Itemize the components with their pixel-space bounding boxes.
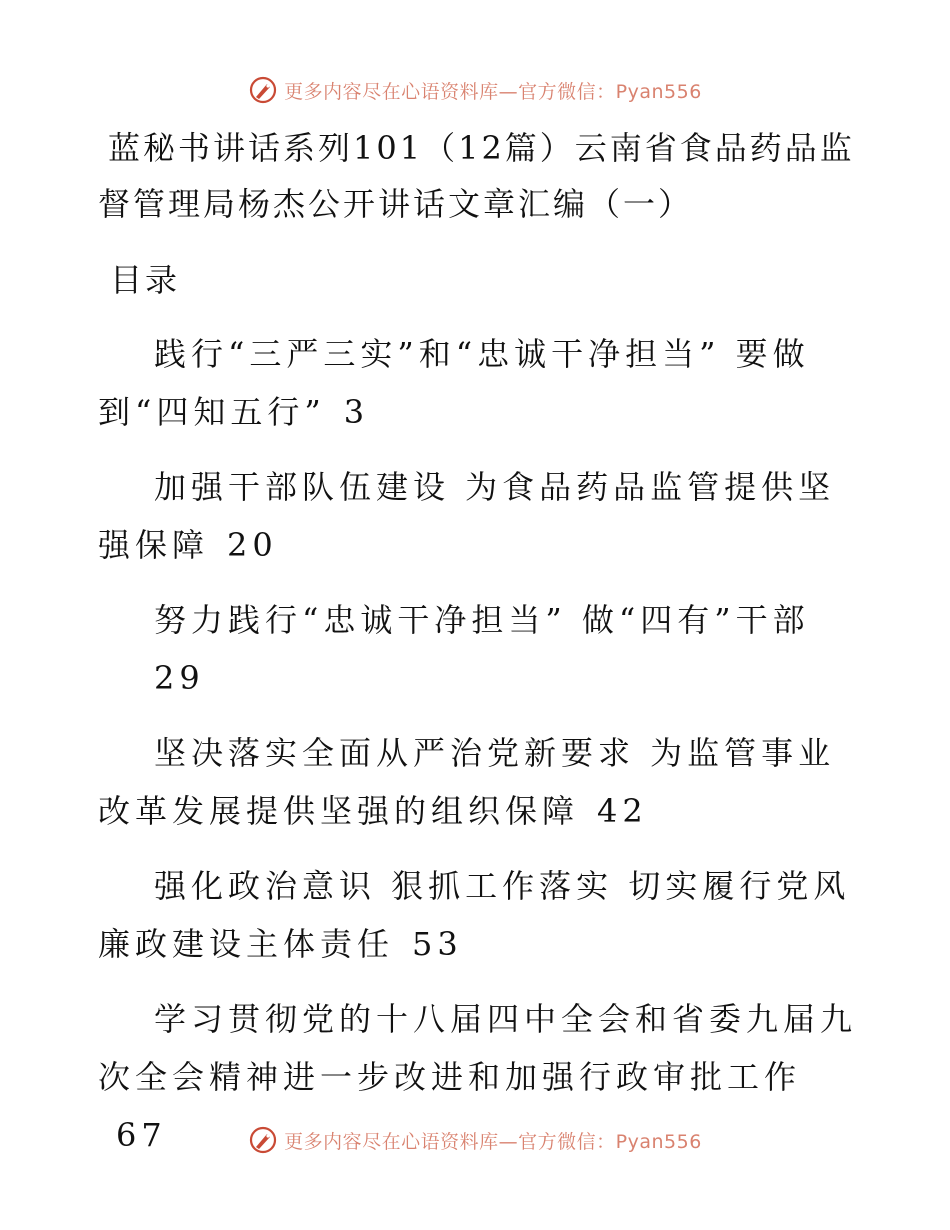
toc-entry[interactable] [98, 591, 868, 707]
toc-entry-page: 29 [154, 659, 205, 697]
toc-entry[interactable] [98, 325, 868, 441]
toc-entry-page: 53 [412, 925, 463, 963]
watermark-banner-top [0, 70, 950, 110]
watermark-text: 更多内容尽在心语资料库—官方微信：Pyan556 [284, 1130, 702, 1153]
toc-entry-page: 3 [343, 393, 370, 431]
watermark-text: 更多内容尽在心语资料库—官方微信：Pyan556 [284, 80, 702, 103]
toc-entry[interactable] [98, 724, 868, 840]
toc-heading: 目录 [110, 261, 181, 299]
toc-entry-title: 学习贯彻党的十八届四中全会和省委九届九次全会精神进一步改进和加强行政审批工作 [98, 1000, 858, 1096]
toc-entry-page: 67 [116, 1116, 167, 1154]
document-title: 蓝秘书讲话系列101（12篇）云南省食品药品监督管理局杨杰公开讲话文章汇编（一） [98, 129, 855, 223]
toc-entry-title: 践行“三严三实”和“忠诚干净担当” 要做到“四知五行” [98, 335, 810, 431]
toc-entry-title: 坚决落实全面从严治党新要求 为监管事业改革发展提供坚强的组织保障 [98, 734, 836, 830]
toc-entry[interactable] [98, 458, 868, 574]
pen-nib-circle-icon [248, 75, 278, 105]
toc-entry-title: 强化政治意识 狠抓工作落实 切实履行党风廉政建设主体责任 [98, 867, 851, 963]
toc-entry-title: 努力践行“忠诚干净担当” 做“四有”干部 [154, 601, 810, 639]
toc-entry-page: 42 [597, 792, 648, 830]
toc-entry-page: 20 [227, 526, 278, 564]
toc-entry-title: 加强干部队伍建设 为食品药品监管提供坚强保障 [98, 468, 836, 564]
toc-entry[interactable] [98, 857, 868, 973]
pen-nib-circle-icon [248, 1125, 278, 1155]
watermark-banner-bottom [0, 1120, 950, 1160]
